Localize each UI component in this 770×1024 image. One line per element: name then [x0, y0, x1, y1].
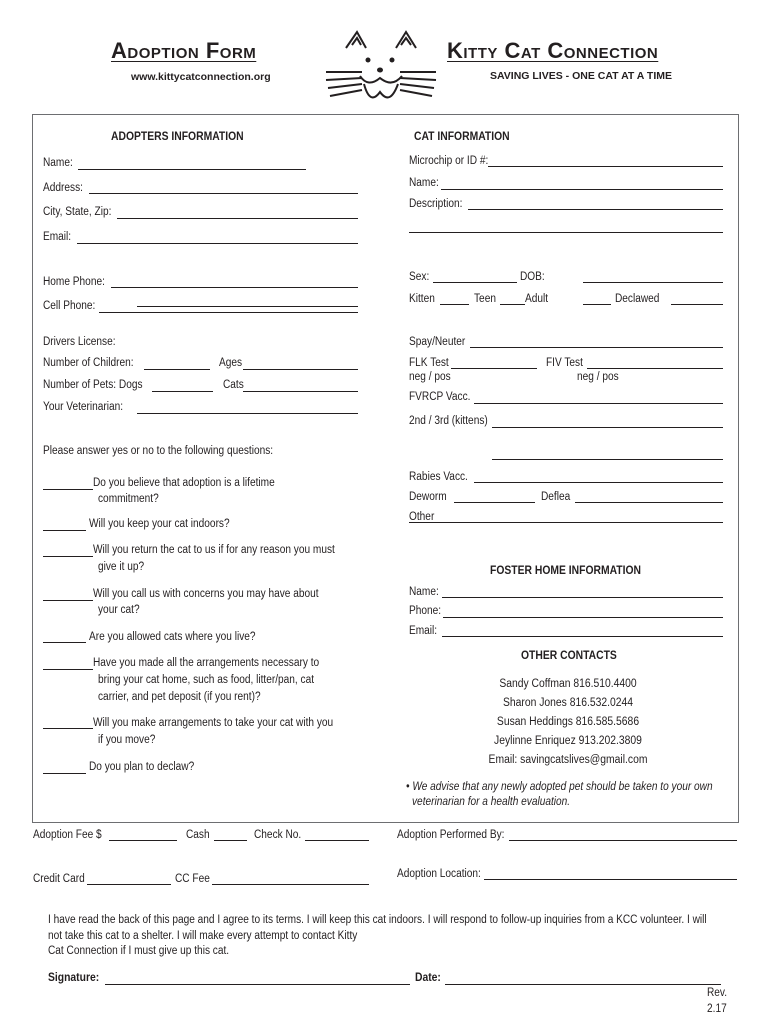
flk-test-label: FLK Test	[409, 357, 449, 369]
vet-field[interactable]	[137, 413, 358, 414]
flk-test-field[interactable]	[451, 368, 537, 369]
second-third-field-2[interactable]	[492, 459, 723, 460]
location-label: Adoption Location:	[397, 868, 481, 880]
ages-field[interactable]	[243, 369, 358, 370]
signature-field[interactable]	[105, 984, 410, 985]
fiv-test-field[interactable]	[587, 368, 723, 369]
microchip-field[interactable]	[488, 166, 723, 167]
agreement-line-3: Cat Connection if I must give up this cat.	[48, 945, 230, 957]
q3-text: Will you return the cat to us if for any reason you must	[93, 544, 335, 556]
q5-answer[interactable]	[43, 642, 86, 643]
cc-fee-field[interactable]	[212, 884, 369, 885]
microchip-label: Microchip or ID #:	[409, 155, 489, 167]
spay-neuter-label: Spay/Neuter	[409, 336, 466, 348]
location-field[interactable]	[484, 879, 737, 880]
performed-by-field[interactable]	[509, 840, 737, 841]
cell-phone-field[interactable]	[99, 312, 358, 313]
fvrcp-label: FVRCP Vacc.	[409, 391, 471, 403]
q4-text: Will you call us with concerns you may have about	[93, 588, 319, 600]
cash-label: Cash	[186, 829, 210, 841]
spay-neuter-field[interactable]	[470, 347, 723, 348]
q6-answer[interactable]	[43, 669, 93, 670]
address-label: Address:	[43, 182, 83, 194]
cash-field[interactable]	[214, 840, 247, 841]
foster-phone-label: Phone:	[409, 605, 442, 617]
q8-answer[interactable]	[43, 773, 86, 774]
signature-label: Signature:	[48, 972, 100, 984]
fiv-test-label: FIV Test	[546, 357, 583, 369]
cat-face-logo	[320, 26, 440, 108]
q7-text-2: if you move?	[98, 734, 156, 746]
declawed-field[interactable]	[671, 304, 723, 305]
q5-text: Are you allowed cats where you live?	[89, 631, 256, 643]
advice-line-2: veterinarian for a health evaluation.	[412, 796, 571, 808]
adoption-fee-field[interactable]	[109, 840, 177, 841]
q1-answer[interactable]	[43, 489, 93, 490]
teen-field[interactable]	[500, 304, 525, 305]
ages-label: Ages	[219, 357, 243, 369]
foster-name-field[interactable]	[442, 597, 723, 598]
num-cats-field[interactable]	[243, 391, 358, 392]
description-field[interactable]	[468, 209, 723, 210]
deflea-field[interactable]	[575, 502, 723, 503]
agreement-line-2: not take this cat to a shelter. I will make every attempt to contact Kitty	[48, 930, 358, 942]
vet-label: Your Veterinarian:	[43, 401, 124, 413]
teen-label: Teen	[474, 293, 496, 305]
num-children-field[interactable]	[144, 369, 210, 370]
other-field[interactable]	[409, 522, 723, 523]
deworm-field[interactable]	[454, 502, 535, 503]
performed-by-label: Adoption Performed By:	[397, 829, 505, 841]
kitten-field[interactable]	[440, 304, 469, 305]
q2-text: Will you keep your cat indoors?	[89, 518, 230, 530]
q1-text-2: commitment?	[98, 493, 159, 505]
cat-info-heading: CAT INFORMATION	[414, 131, 510, 143]
revision-number: 2.17	[707, 1003, 727, 1015]
dob-label: DOB:	[520, 271, 545, 283]
cat-name-field[interactable]	[441, 189, 723, 190]
q2-answer[interactable]	[43, 530, 86, 531]
sex-label: Sex:	[409, 271, 430, 283]
home-phone-label: Home Phone:	[43, 276, 105, 288]
credit-card-label: Credit Card	[33, 873, 85, 885]
other-label: Other	[409, 511, 435, 523]
date-label: Date:	[415, 972, 441, 984]
q6-text-2: bring your cat home, such as food, litter/pan, cat	[98, 674, 315, 686]
date-field[interactable]	[445, 984, 721, 985]
revision-label: Rev.	[707, 987, 728, 999]
adult-label: Adult	[525, 293, 549, 305]
declawed-yes-field[interactable]	[583, 304, 611, 305]
flk-neg-pos: neg / pos	[409, 371, 451, 383]
q3-answer[interactable]	[43, 556, 93, 557]
form-title: Adoption Form	[111, 38, 257, 63]
foster-name-label: Name:	[409, 586, 439, 598]
website: www.kittycatconnection.org	[131, 71, 271, 83]
city-state-zip-field[interactable]	[117, 218, 358, 219]
q6-text-3: carrier, and pet deposit (if you rent)?	[98, 691, 261, 703]
deworm-label: Deworm	[409, 491, 447, 503]
q4-text-2: your cat?	[98, 604, 140, 616]
adoption-fee-label: Adoption Fee $	[33, 829, 102, 841]
contact-3: Susan Heddings 816.585.5686	[496, 716, 640, 728]
cats-label: Cats	[223, 379, 244, 391]
contact-2: Sharon Jones 816.532.0244	[502, 697, 634, 709]
q3-text-2: give it up?	[98, 561, 145, 573]
cat-name-label: Name:	[409, 177, 439, 189]
adopter-name-label: Name:	[43, 157, 73, 169]
num-pets-dogs-label: Number of Pets: Dogs	[43, 379, 143, 391]
q1-text: Do you believe that adoption is a lifetime	[93, 477, 275, 489]
contacts-heading: OTHER CONTACTS	[521, 650, 617, 662]
check-no-label: Check No.	[254, 829, 302, 841]
questions-intro: Please answer yes or no to the following questions:	[43, 445, 274, 457]
q7-text: Will you make arrangements to take your cat with you	[93, 717, 334, 729]
drivers-license-label: Drivers License:	[43, 336, 116, 348]
deflea-label: Deflea	[541, 491, 571, 503]
declawed-label: Declawed	[615, 293, 660, 305]
num-dogs-field[interactable]	[152, 391, 213, 392]
address-field[interactable]	[89, 193, 358, 194]
cell-phone-rule	[137, 306, 358, 307]
city-state-zip-label: City, State, Zip:	[43, 206, 112, 218]
check-no-field[interactable]	[305, 840, 369, 841]
home-phone-field[interactable]	[111, 287, 358, 288]
advice-line-1: • We advise that any newly adopted pet should be taken to your own	[406, 781, 713, 793]
cell-phone-label: Cell Phone:	[43, 300, 96, 312]
org-name: Kitty Cat Connection	[447, 38, 659, 63]
cc-fee-label: CC Fee	[175, 873, 210, 885]
contact-4: Jeylinne Enriquez 913.202.3809	[494, 735, 642, 747]
foster-heading: FOSTER HOME INFORMATION	[490, 565, 642, 577]
adopter-email-field[interactable]	[77, 243, 358, 244]
description-field-2[interactable]	[409, 232, 723, 233]
kitten-label: Kitten	[409, 293, 435, 305]
contact-1: Sandy Coffman 816.510.4400	[499, 678, 637, 690]
rabies-label: Rabies Vacc.	[409, 471, 468, 483]
q6-text: Have you made all the arrangements necessary to	[93, 657, 320, 669]
rabies-field[interactable]	[474, 482, 723, 483]
adopter-name-field[interactable]	[78, 169, 306, 170]
fvrcp-field[interactable]	[474, 403, 723, 404]
contacts-list	[478, 675, 658, 770]
adopter-email-label: Email:	[43, 231, 72, 243]
tagline: SAVING LIVES - ONE CAT AT A TIME	[490, 70, 673, 82]
sex-field[interactable]	[433, 282, 517, 283]
fiv-neg-pos: neg / pos	[577, 371, 619, 383]
credit-card-field[interactable]	[87, 884, 171, 885]
q4-answer[interactable]	[43, 600, 93, 601]
foster-phone-field[interactable]	[443, 617, 723, 618]
dob-field[interactable]	[583, 282, 723, 283]
num-children-label: Number of Children:	[43, 357, 134, 369]
description-label: Description:	[409, 198, 463, 210]
second-third-label: 2nd / 3rd (kittens)	[409, 415, 488, 427]
q8-text: Do you plan to declaw?	[89, 761, 195, 773]
contact-email[interactable]: Email: savingcatslives@gmail.com	[488, 754, 648, 766]
q7-answer[interactable]	[43, 728, 93, 729]
agreement-line-1: I have read the back of this page and I agree to its terms. I will keep this cat indoors. I will respond to follow-up inquiries from a KCC volunteer. I will	[48, 914, 707, 926]
foster-email-field[interactable]	[442, 636, 723, 637]
foster-email-label: Email:	[409, 625, 438, 637]
second-third-field[interactable]	[492, 427, 723, 428]
adopters-heading: ADOPTERS INFORMATION	[111, 131, 244, 143]
